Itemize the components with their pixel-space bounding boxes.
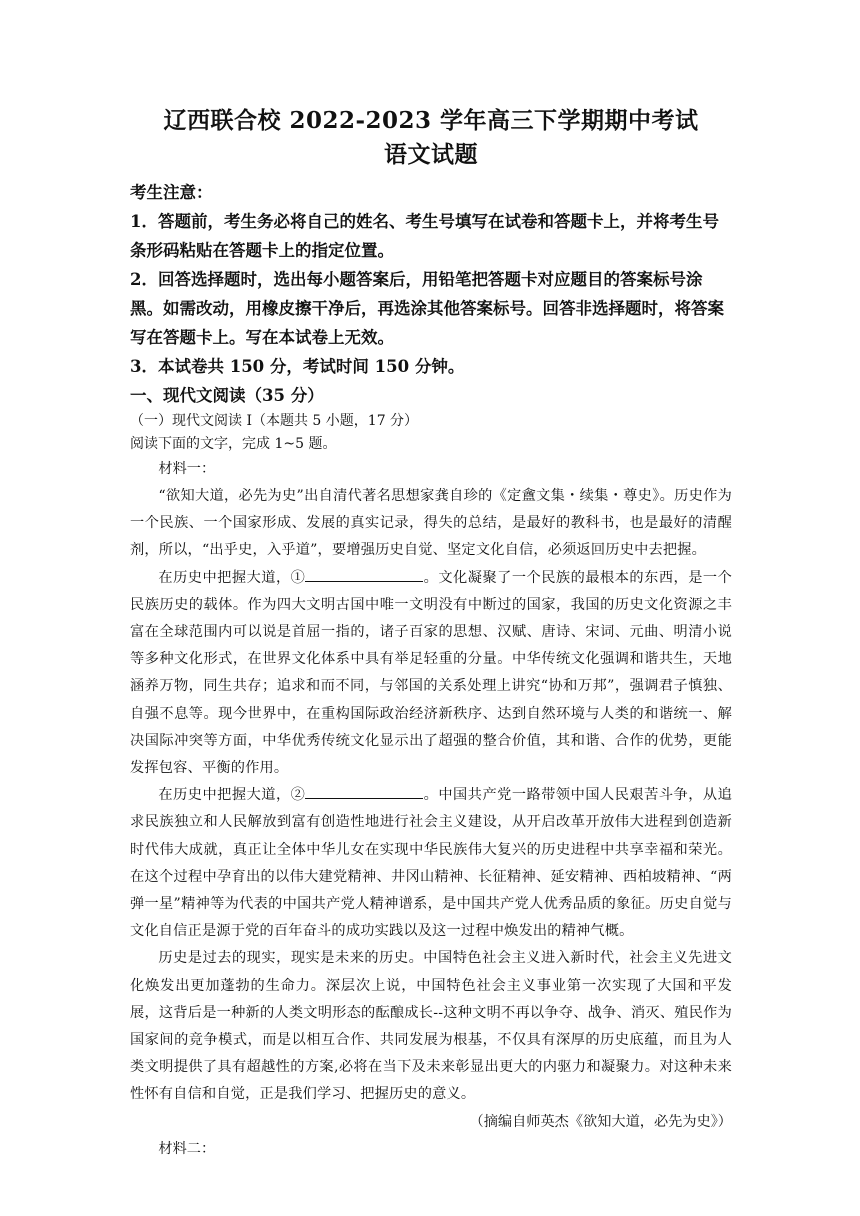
answer-blank-2[interactable] xyxy=(305,784,423,799)
notice-item-3: 3．本试卷共 150 分，考试时间 150 分钟。 xyxy=(130,357,465,376)
paragraph-2-body: 。文化凝聚了一个民族的最根本的东西，是一个民族历史的载体。作为四大文明古国中唯一文明没有中断过的国家，我国的历史文化资源之丰富在全球范围内可以说是首屈一指的，诸子百家的思想、汉赋、唐诗、宋词、元曲、明清小说等多种文化形式，在世界文化体系中具有举足轻重的分量。中华传统文化强调和谐共生，天地涵养万物，同生共存；追求和而不同，与邻国的关系处理上讲究“协和万邦”，强调君子慎独、自强不息等。现今世界中，在重构国际政治经济新秩序、达到自然环境与人类的和谐统一、解决国际冲突等方面，中华优秀传统文化显示出了超强的整合价值，其和谐、合作的优势，更能发挥包容、平衡的作用。 xyxy=(130,569,732,777)
paragraph-3-body: 。中国共产党一路带领中国人民艰苦斗争，从追求民族独立和人民解放到富有创造性地进行社会主义建设，从开启改革开放伟大进程到创造新时代伟大成就，真正让全体中华儿女在实现中华民族伟大复兴的历史进程中共享幸福和荣光。在这个过程中孕育出的以伟大建党精神、井冈山精神、长征精神、延安精神、西柏坡精神、“两弹一星”精神等为代表的中国共产党人精神谱系，是中国共产党人优秀品质的象征。历史自觉与文化自信正是源于党的百年奋斗的成功实践以及这一过程中焕发出的精神气概。 xyxy=(130,787,732,940)
notice-item-1: 1．答题前，考生务必将自己的姓名、考生号填写在试卷和答题卡上，并将考生号条形码粘贴在答题卡上的指定位置。 xyxy=(130,212,719,260)
notice-item-2: 2．回答选择题时，选出每小题答案后，用铅笔把答题卡对应题目的答案标号涂黑。如需改动，用橡皮擦干净后，再选涂其他答案标号。回答非选择题时，将答案写在答题卡上。写在本试卷上无效。 xyxy=(130,270,724,347)
exam-title: 辽西联合校 2022-2023 学年高三下学期期中考试 xyxy=(163,107,699,134)
material-2-label: 材料二： xyxy=(158,1140,216,1157)
material-1-source: （摘编自师英杰《欲知大道，必先为史》） xyxy=(469,1113,732,1130)
material-1-paragraph-1: “欲知大道，必先为史”出自清代著名思想家龚自珍的《定盦文集・续集・尊史》。历史作为一个民族、一个国家形成、发展的真实记录，得失的总结，是最好的教科书，也是最好的清醒剂，所以，“出乎史，入乎道”，要增强历史自觉、坚定文化自信，必须返回历史中去把握。 xyxy=(130,488,732,559)
paragraph-2-lead: 在历史中把握大道，① xyxy=(158,569,306,586)
material-1-paragraph-3 xyxy=(130,782,732,945)
material-1-label: 材料一： xyxy=(158,461,216,477)
subsection-heading: （一）现代文阅读 I（本题共 5 小题，17 分） xyxy=(130,413,419,429)
material-1-paragraph-4: 历史是过去的现实，现实是未来的历史。中国特色社会主义进入新时代，社会主义先进文化焕发出更加蓬勃的生命力。深层次上说，中国特色社会主义事业第一次实现了大国和平发展，这背后是一种新的人类文明形态的酝酿成长--这种文明不再以争夺、战争、消灭、殖民作为国家间的竞争模式，而是以相互合作、共同发展为根基，不仅具有深厚的历史底蕴，而且为人类文明提供了具有超越性的方案,必将在当下及未来彰显出更大的内驱力和凝聚力。对这种未来性怀有自信和自觉，正是我们学习、把握历史的意义。 xyxy=(130,950,732,1103)
material-1-paragraph-2 xyxy=(130,565,732,783)
notice-heading: 考生注意： xyxy=(130,183,213,202)
section-heading: 一、现代文阅读（35 分） xyxy=(130,386,324,405)
exam-subject-title: 语文试题 xyxy=(384,141,478,168)
reading-instruction: 阅读下面的文字，完成 1~5 题。 xyxy=(130,436,337,452)
paragraph-3-lead: 在历史中把握大道，② xyxy=(158,787,306,804)
answer-blank-1[interactable] xyxy=(305,567,423,582)
